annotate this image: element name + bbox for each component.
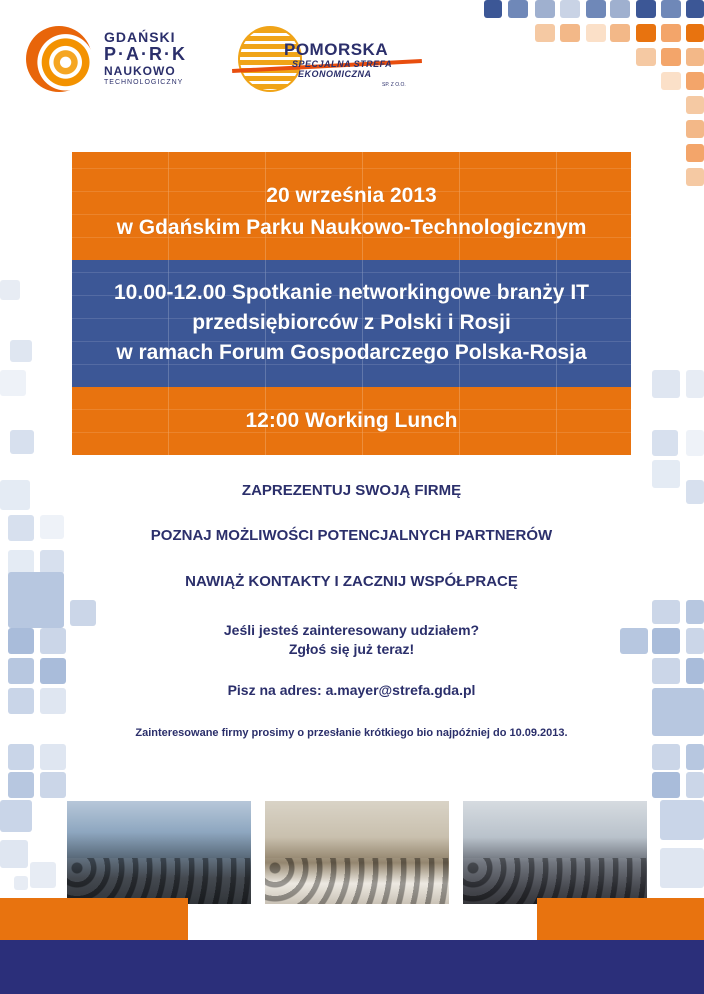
decorative-square (652, 430, 678, 456)
lunch-text: 12:00 Working Lunch (245, 409, 458, 432)
decorative-square (660, 800, 704, 840)
slogan-contacts: NAWIĄŻ KONTAKTY I ZACZNIJ WSPÓŁPRACĘ (185, 573, 518, 590)
footer-bar-orange-left (0, 898, 188, 940)
banner-lunch (72, 387, 631, 455)
decorative-square (535, 0, 555, 18)
decorative-square (586, 0, 606, 18)
decorative-square (8, 628, 34, 654)
call-to-action: Zgłoś się już teraz! (288, 641, 415, 657)
decorative-square (686, 96, 704, 114)
decorative-square (686, 744, 704, 770)
question-interest: Jeśli jesteś zainteresowany udziałem? (223, 622, 480, 638)
decorative-square (652, 370, 680, 398)
decorative-square (686, 480, 704, 504)
decorative-square (508, 0, 528, 18)
psse-logo (232, 26, 432, 96)
decorative-square (10, 430, 34, 454)
decorative-square (652, 688, 704, 736)
gpnt-logo (26, 26, 226, 96)
decorative-square (8, 744, 34, 770)
decorative-square (610, 0, 630, 18)
banner-event-text (72, 260, 631, 368)
decorative-square (8, 658, 34, 684)
footer-bar-navy (0, 940, 704, 994)
decorative-square (560, 0, 580, 18)
event-title-line3: w ramach Forum Gospodarczego Polska-Rosja (116, 341, 587, 364)
decorative-square (636, 24, 656, 42)
gpnt-logo-line4: TECHNOLOGICZNY (104, 79, 184, 86)
decorative-square (652, 600, 680, 624)
decorative-square (40, 688, 66, 714)
decorative-square (560, 24, 580, 42)
decorative-square (40, 628, 66, 654)
decorative-square (652, 772, 680, 798)
gpnt-logo-text (104, 30, 187, 86)
decorative-square (686, 600, 704, 624)
decorative-square (652, 658, 680, 684)
decorative-square (686, 0, 704, 18)
decorative-square (686, 168, 704, 186)
decorative-square (40, 515, 64, 539)
decorative-square (8, 688, 34, 714)
banner-date-text (72, 152, 631, 244)
decorative-square (40, 658, 66, 684)
gpnt-logo-line2: P·A·R·K (104, 44, 187, 64)
photo-networking-room (463, 801, 647, 904)
decorative-square (610, 24, 630, 42)
decorative-square (0, 480, 30, 510)
psse-logo-line2: SPECJALNA STREFA (292, 59, 393, 69)
event-title-line1: 10.00-12.00 Spotkanie networkingowe branży IT (114, 281, 589, 304)
decorative-square (652, 628, 680, 654)
contact-email: Pisz na adres: a.mayer@strefa.gda.pl (227, 682, 476, 698)
decorative-square (660, 848, 704, 888)
gpnt-logo-line1: GDAŃSKI (104, 29, 176, 45)
decorative-square (484, 0, 502, 18)
photo-conference-audience (67, 801, 251, 904)
decorative-square (686, 658, 704, 684)
deadline-note: Zainteresowane firmy prosimy o przesłanie krótkiego bio najpóźniej do 10.09.2013. (135, 727, 568, 739)
decorative-square (686, 772, 704, 798)
decorative-square (661, 24, 681, 42)
psse-logo-line1: POMORSKA (284, 40, 389, 59)
footer-bar-orange-right (537, 898, 704, 940)
decorative-square (686, 120, 704, 138)
psse-logo-line4: SP. Z O.O. (382, 82, 406, 88)
gpnt-logo-line3: NAUKOWO (104, 64, 176, 78)
event-title-line2: przedsiębiorców z Polski i Rosji (192, 311, 511, 334)
decorative-square (40, 550, 64, 574)
decorative-square (686, 48, 704, 66)
photo-meeting-table (265, 801, 449, 904)
psse-logo-line3: EKONOMICZNA (298, 69, 372, 79)
photo-people-texture (265, 858, 449, 904)
banner-event (72, 260, 631, 387)
decorative-square (586, 24, 606, 42)
decorative-square (661, 0, 681, 18)
decorative-square (661, 72, 681, 90)
decorative-square (0, 280, 20, 300)
decorative-square (40, 744, 66, 770)
decorative-square (661, 48, 681, 66)
decorative-square (8, 772, 34, 798)
decorative-square (652, 744, 680, 770)
decorative-square (686, 628, 704, 654)
decorative-square (652, 460, 680, 488)
slogan-present: ZAPREZENTUJ SWOJĄ FIRMĘ (241, 482, 462, 499)
decorative-square (0, 840, 28, 868)
decorative-square (636, 0, 656, 18)
banner-date (72, 152, 631, 260)
decorative-square (686, 24, 704, 42)
decorative-square (686, 430, 704, 456)
decorative-square (8, 572, 64, 628)
decorative-square (686, 144, 704, 162)
gpnt-logo-emblem (26, 26, 92, 92)
decorative-square (30, 862, 56, 888)
decorative-square (8, 515, 34, 541)
decorative-square (535, 24, 555, 42)
decorative-square (686, 72, 704, 90)
decorative-square (636, 48, 656, 66)
event-venue: w Gdańskim Parku Naukowo-Technologicznym (116, 216, 587, 239)
decorative-square (0, 800, 32, 832)
slogan-partners: POZNAJ MOŻLIWOŚCI POTENCJALNYCH PARTNERÓW (150, 527, 553, 544)
decorative-square (14, 876, 28, 890)
decorative-square (10, 340, 32, 362)
decorative-square (686, 370, 704, 398)
event-date: 20 września 2013 (266, 184, 437, 207)
decorative-square (40, 772, 66, 798)
decorative-square (0, 370, 26, 396)
